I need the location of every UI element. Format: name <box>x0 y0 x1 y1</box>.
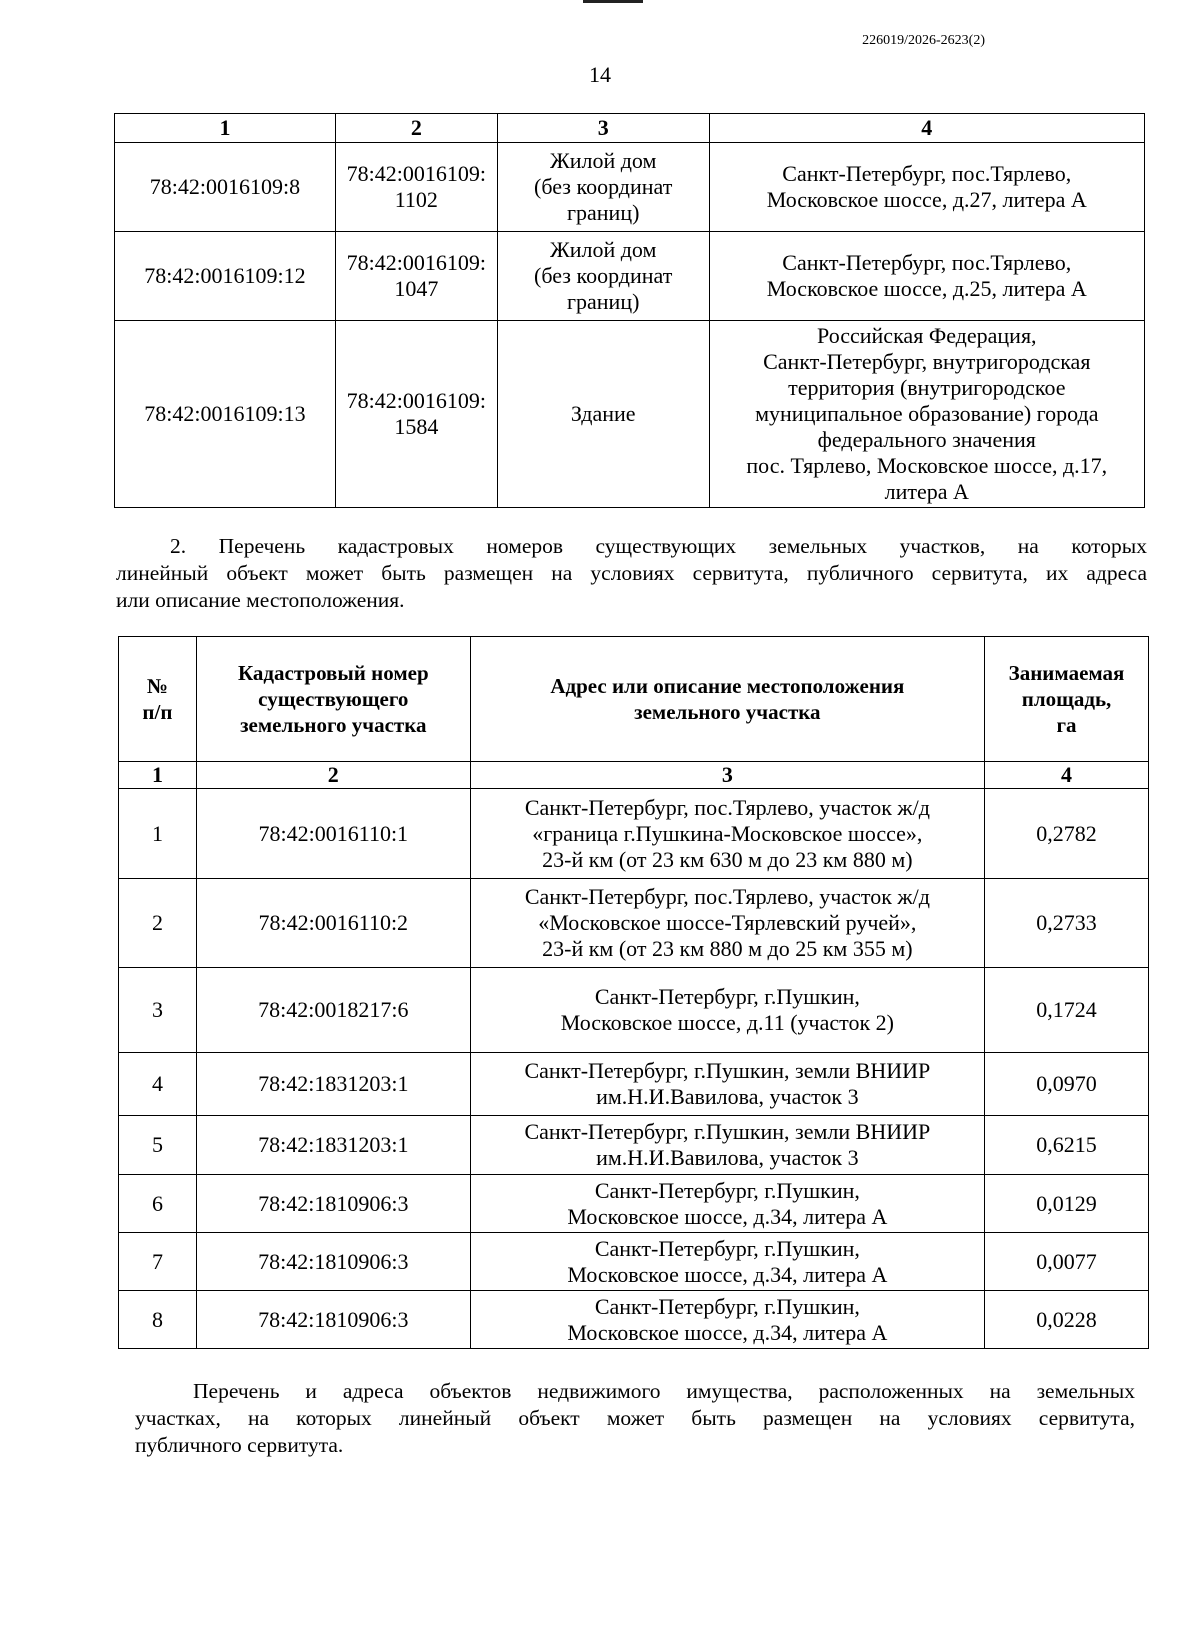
table-row <box>119 1175 1149 1233</box>
closing-paragraph: Перечень и адреса объектов недвижимого имущества, расположенных на земельных участках, на которых линейный объект может быть размещен на условиях сервитута, публичного сервитута. <box>135 1379 1135 1457</box>
table-row <box>115 232 1145 321</box>
plot-area: 0,0228 <box>985 1291 1149 1349</box>
row-number: 5 <box>119 1116 197 1175</box>
table-row <box>119 1291 1149 1349</box>
plot-address: Санкт-Петербург, г.Пушкин, Московское шоссе, д.11 (участок 2) <box>470 968 984 1053</box>
cadastral-number: 78:42:0016110:2 <box>196 879 470 968</box>
column-number: 1 <box>115 114 336 143</box>
column-number-row <box>119 762 1149 789</box>
table-row <box>119 1116 1149 1175</box>
table-row <box>119 1233 1149 1291</box>
plot-area: 0,0129 <box>985 1175 1149 1233</box>
table-row <box>115 143 1145 232</box>
land-cadastral-number: 78:42:0016109:13 <box>115 321 336 508</box>
cadastral-number: 78:42:0018217:6 <box>196 968 470 1053</box>
plot-address: Санкт-Петербург, г.Пушкин, Московское шоссе, д.34, литера А <box>470 1291 984 1349</box>
object-cadastral-number: 78:42:0016109: 1584 <box>335 321 497 508</box>
object-type: Здание <box>497 321 709 508</box>
object-cadastral-number: 78:42:0016109: 1102 <box>335 143 497 232</box>
land-cadastral-number: 78:42:0016109:12 <box>115 232 336 321</box>
cadastral-number: 78:42:1831203:1 <box>196 1053 470 1116</box>
plot-address: Санкт-Петербург, г.Пушкин, Московское шоссе, д.34, литера А <box>470 1233 984 1291</box>
plot-area: 0,0077 <box>985 1233 1149 1291</box>
row-number: 6 <box>119 1175 197 1233</box>
column-number: 2 <box>196 762 470 789</box>
header-number: № п/п <box>119 637 197 762</box>
plot-area: 0,2733 <box>985 879 1149 968</box>
plot-address: Санкт-Петербург, пос.Тярлево, участок ж/д «граница г.Пушкина-Московское шоссе», 23-й км (от 23 км 630 м до 23 км 880 м) <box>470 789 984 879</box>
plot-address: Санкт-Петербург, пос.Тярлево, участок ж/д «Московское шоссе-Тярлевский ручей», 23-й км (от 23 км 880 м до 25 км 355 м) <box>470 879 984 968</box>
object-type: Жилой дом (без координат границ) <box>497 143 709 232</box>
land-plots-table <box>118 636 1149 1349</box>
header-address: Адрес или описание местоположения земельного участка <box>470 637 984 762</box>
plot-area: 0,0970 <box>985 1053 1149 1116</box>
document-number: 226019/2026-2623(2) <box>862 33 985 48</box>
header-row <box>119 637 1149 762</box>
cadastral-number: 78:42:1831203:1 <box>196 1116 470 1175</box>
column-number: 1 <box>119 762 197 789</box>
column-number: 3 <box>470 762 984 789</box>
cadastral-number: 78:42:0016110:1 <box>196 789 470 879</box>
object-address: Российская Федерация, Санкт-Петербург, внутригородская территория (внутригородское муниципальное образование) города федерального значения пос. Тярлево, Московское шоссе, д.17, литера А <box>709 321 1144 508</box>
column-number: 4 <box>709 114 1144 143</box>
plot-address: Санкт-Петербург, г.Пушкин, Московское шоссе, д.34, литера А <box>470 1175 984 1233</box>
row-number: 2 <box>119 879 197 968</box>
header-area: Занимаемая площадь, га <box>985 637 1149 762</box>
land-cadastral-number: 78:42:0016109:8 <box>115 143 336 232</box>
object-address: Санкт-Петербург, пос.Тярлево, Московское шоссе, д.25, литера А <box>709 232 1144 321</box>
row-number: 8 <box>119 1291 197 1349</box>
column-number: 4 <box>985 762 1149 789</box>
table-row <box>119 879 1149 968</box>
object-address: Санкт-Петербург, пос.Тярлево, Московское шоссе, д.27, литера А <box>709 143 1144 232</box>
cadastral-number: 78:42:1810906:3 <box>196 1175 470 1233</box>
cadastral-number: 78:42:1810906:3 <box>196 1233 470 1291</box>
table-row <box>119 1053 1149 1116</box>
row-number: 1 <box>119 789 197 879</box>
row-number: 3 <box>119 968 197 1053</box>
object-type: Жилой дом (без координат границ) <box>497 232 709 321</box>
plot-address: Санкт-Петербург, г.Пушкин, земли ВНИИР им.Н.И.Вавилова, участок 3 <box>470 1116 984 1175</box>
plot-area: 0,2782 <box>985 789 1149 879</box>
table-row <box>115 321 1145 508</box>
column-number: 2 <box>335 114 497 143</box>
row-number: 7 <box>119 1233 197 1291</box>
plot-address: Санкт-Петербург, г.Пушкин, земли ВНИИР им.Н.И.Вавилова, участок 3 <box>470 1053 984 1116</box>
table-row <box>119 789 1149 879</box>
column-number: 3 <box>497 114 709 143</box>
objects-table <box>114 113 1145 508</box>
row-number: 4 <box>119 1053 197 1116</box>
table-row <box>119 968 1149 1053</box>
section-2-intro: 2. Перечень кадастровых номеров существующих земельных участков, на которых линейный объект может быть размещен на условиях сервитута, публичного сервитута, их адреса или описание местоположения. <box>116 534 1147 612</box>
header-cadastral: Кадастровый номер существующего земельного участка <box>196 637 470 762</box>
cadastral-number: 78:42:1810906:3 <box>196 1291 470 1349</box>
object-cadastral-number: 78:42:0016109: 1047 <box>335 232 497 321</box>
column-number-row <box>115 114 1145 143</box>
plot-area: 0,1724 <box>985 968 1149 1053</box>
page-number: 14 <box>589 62 611 87</box>
top-edge-mark <box>583 0 643 3</box>
plot-area: 0,6215 <box>985 1116 1149 1175</box>
